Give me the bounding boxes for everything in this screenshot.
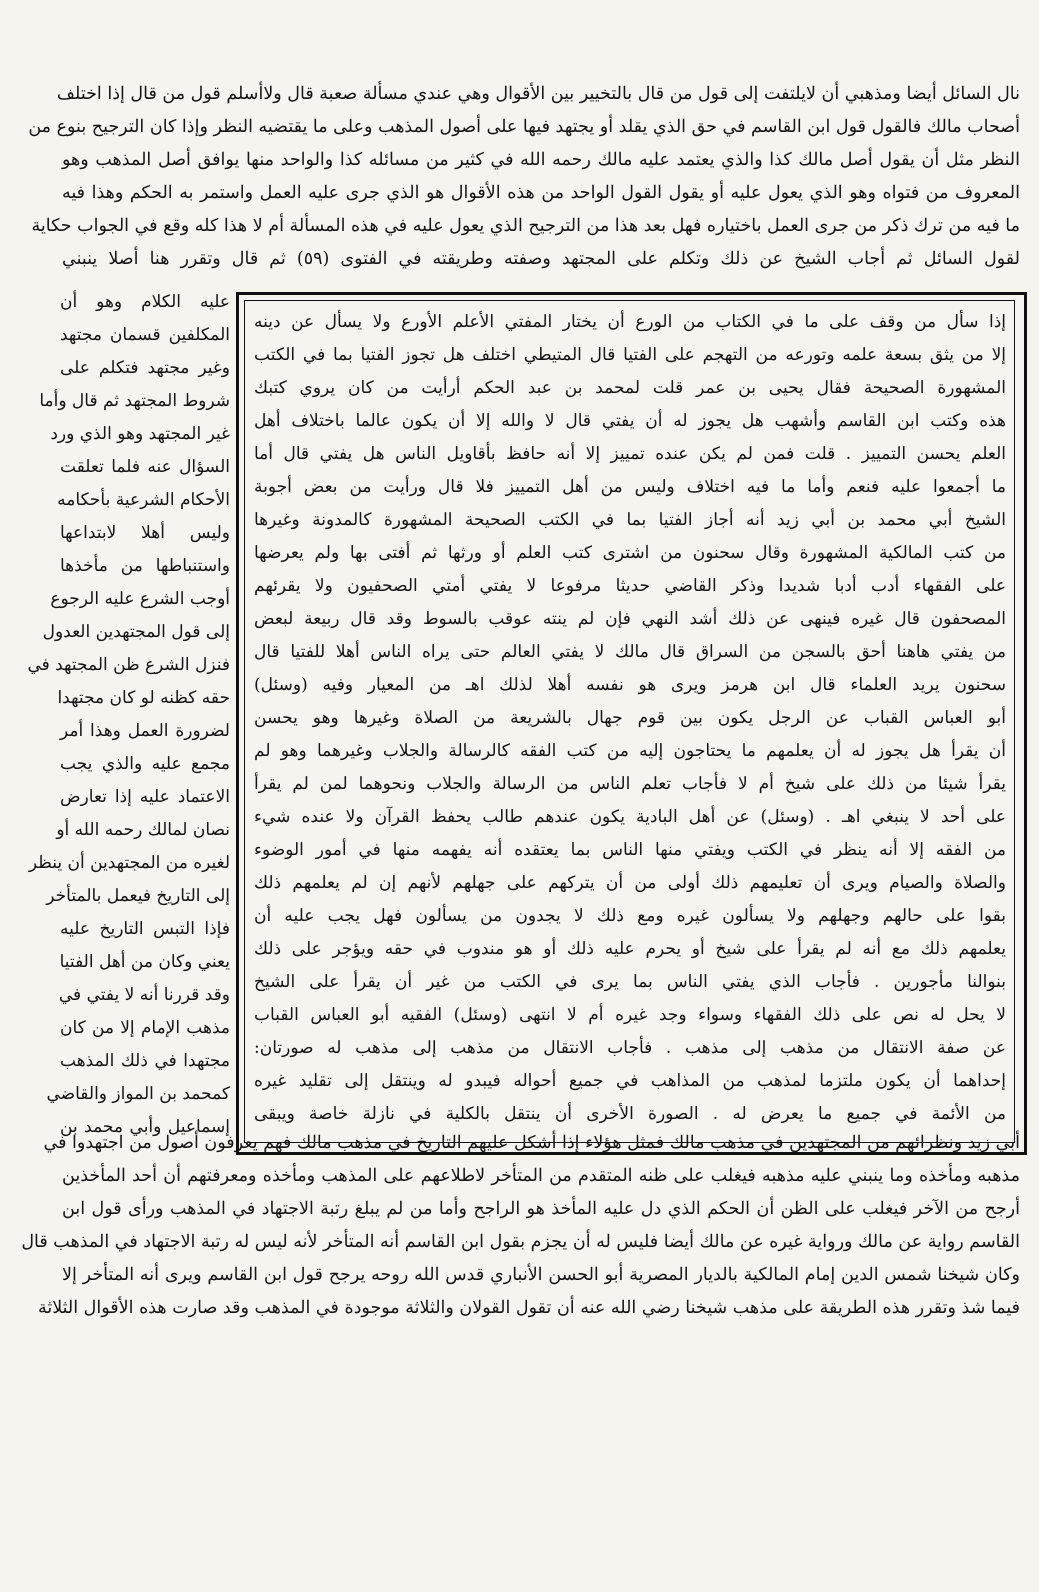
box-line: يعلمهم ذلك مع أنه لم يقرأ على شيخ أو يحرم عليه ذلك أو هو مندوب في حقه ويؤجر على ذلك [254,939,1006,959]
box-line: أن يقرأ هل يجوز له أن يعلمهم ما يحتاجون إليه من كتب الفقه كالرسالة والجلاب وغيرهما وهو لم [254,741,1006,761]
box-line: سحنون يريد العلماء قال ابن هرمز ويرى هو نفسه أهلا لذلك اهـ من المعيار وفيه (وسئل) [254,675,1006,695]
box-line: على الفقهاء أدب أدبا شديدا وذكر القاضي حديثا مرفوعا لا يفتي أمتي الصحفيون ولا يقرئهم [254,576,1006,596]
box-line: يقرأ شيئا من ذلك على شيخ أم لا فأجاب تعلم الناس من الرسالة والجلاب ونحوهما لمن لم يقرأ [254,774,1006,794]
box-line: ما أجمعوا عليه فنعم وأما ما فيه اختلاف وليس من أهل التمييز فلا قال ورأيت من بعض أجوبة [254,477,1006,497]
box-line: إذا سأل من وقف على ما في الكتاب من الورع أن يختار المفتي الأعلم الأورع ولا يسأل عن دينه [254,312,1006,332]
margin-line: لضرورة العمل وهذا أمر [60,721,230,741]
margin-line: إلى التاريخ فيعمل بالمتأخر [46,886,230,906]
bottom-line: أرجح من الآخر فيغلب على الظن أن الحكم الذي دل عليه المأخذ هو الراجح وأما من لم يبلغ رتبة الاجتهاد في المذهب ورأى قول ابن [62,1199,1020,1219]
box-line: من يفتي هاهنا أحق بالسجن من السراق قال مالك لا يفتي العالم حتى يراه الناس أهلا للفتيا قال [254,642,1006,662]
box-line: والصلاة والصيام ويرى أن تعليمهم ذلك أولى من أن يتركهم على جهلهم لأنهم إن لم يعلمهم ذلك [254,873,1006,893]
box-line: الشيخ أبي محمد بن أبي زيد أنه أجاز الفتيا بما في الكتب الصحيحة المشهورة كالمدونة وغيرها [254,510,1006,530]
bottom-line: القاسم رواية عن مالك ورواية غيره عن مالك أيضا فليس له أن يجزم بقول ابن القاسم أنه المتأخر لأنه ليس له رتبة الاجتهاد في المذهب قال [21,1232,1020,1252]
box-line: المصحفون قال غيره فينهى عن ذلك أشد النهي فإن لم ينته عوقب بالسوط وقد قال ربيعة لبعض [254,609,1006,629]
margin-line: نصان لمالك رحمه الله أو [56,820,230,840]
margin-line: وليس أهلا لابتداعها [60,523,230,543]
box-line: من الفقه إلا أنه ينظر في الكتب ويفتي منها الناس بما يعتقده أنه يفهمه منها في أمور الوضوء [254,840,1006,860]
top-line: نال السائل أيضا ومذهبي أن لايلتفت إلى قول من قال بالتخيير بين الأقوال وهي عندي مسألة صعبة قال ولاأسلم قول من قال إذا اختلف [56,84,1020,104]
margin-line: إسماعيل وأبي محمد بن [60,1117,230,1137]
margin-line: شروط المجتهد ثم قال وأما [39,391,230,411]
box-line: لا يحل له نص على ذلك الفقهاء وسواء وجد غيره أم لا انتهى (وسئل) الفقيه أبو العباس القباب [254,1005,1006,1025]
box-line: أبو العباس القباب عن الرجل يكون بين قوم جهال بالشريعة من الصلاة وغيرها وهو يحسن [254,708,1006,728]
top-line-with-page-number: لقول السائل ثم أجاب الشيخ عن ذلك وتكلم على المجتهد وصفته وطريقته في الفتوى (٥٩) ثم قال وتقرر هنا أصلا ينبني [62,249,1020,269]
margin-line: فنزل الشرع ظن المجتهد في [27,655,230,675]
margin-line: كمحمد بن المواز والقاضي [46,1084,230,1104]
margin-line: وقد قررنا أنه لا يفتي في [58,985,230,1005]
top-line: أصحاب مالك فالقول قول ابن القاسم في حق الذي يقلد أو يجتهد فيها على أصول المذهب وعلى ما يقتضيه النظر وإذا كان الترجيح بنوع من [28,117,1020,137]
bottom-line: وكان شيخنا شمس الدين إمام المالكية بالديار المصرية أبو الحسن الأنباري قدس الله روحه يرجح قول ابن القاسم ويرى أنه المتأخر إلا [62,1265,1020,1285]
margin-line: السؤال عنه فلما تعلقت [60,457,230,477]
margin-line: مجمع عليه والذي يجب [60,754,230,774]
top-line: ما فيه من ترك ذكر من جرى العمل باختياره فهل بعد هذا من الترجيح الذي يعول عليه في هذه المسألة أم لا هذا كله وقع في الجواب حكاية [31,216,1020,236]
margin-line: غير المجتهد وهو الذي ورد [50,424,230,444]
top-line: المعروف من فتواه وهو الذي يعول عليه أو يقول القول الواحد من هذه الأقوال هو الذي جرى عليه العمل واستمر به الحكم وهذا فيه [62,183,1020,203]
box-line: هذه وكتب ابن القاسم وأشهب هل يجوز له أن يفتي قال لا والله إلا أن يكون عالما باختلاف أهل [254,411,1006,431]
box-line: إلا من يثق بسعة علمه وتورعه من التهجم على الفتيا قال المتيطي اختلف هل تجوز الفتيا بما في الكتب [254,345,1006,365]
margin-line: مجتهدا في ذلك المذهب [60,1051,230,1071]
bottom-line: مذهبه ومأخذه وما ينبني عليه مذهبه فيغلب على ظنه المتقدم من المتأخر لاطلاعهم على المذهب ومأخذه ومعرفتهم أن أحد المأخذين [62,1166,1020,1186]
box-line: على أحد لا ينبغي اهـ . (وسئل) عن أهل البادية يكون عندهم طالب يحفظ القرآن ولا عنده شيء [254,807,1006,827]
margin-line: عليه الكلام وهو أن [60,292,230,312]
box-line: من كتب المالكية المشهورة وقال سحنون من اشترى كتب العلم أو ورثها ثم أفتى بها ولم يعرضها [254,543,1006,563]
top-line: النظر مثل أن يقول أصل مالك كذا والذي يعتمد عليه مالك رحمه الله في كثير من مسائله كذا والواحد منها يوافق أصل المذهب وهو [62,150,1020,170]
box-line: من الأئمة في جميع ما يعرض له . الصورة الأخرى أن ينتقل بالكلية في نازلة خاصة ويبقى [254,1104,1006,1124]
box-line: بنوالنا مأجورين . فأجاب الذي يفتي الناس بما يرى في الكتب من غير أن يقرأ على الشيخ [254,972,1006,992]
margin-line: لغيره من المجتهدين أن ينظر [28,853,230,873]
box-line: المشهورة الصحيحة فقال يحيى بن عمر قلت لمحمد بن عبد الحكم أرأيت من كان يروي كتبك [254,378,1006,398]
margin-line: الاعتماد عليه إذا تعارض [60,787,230,807]
margin-line: الأحكام الشرعية بأحكامه [57,490,230,510]
box-line: العلم يحسن التمييز . قلت فمن لم يكن عنده تمييز إلا أنه حافظ بأقاويل الناس هل يفتي قال أما [254,444,1006,464]
box-line: عن صفة الانتقال من مذهب إلى مذهب . فأجاب الانتقال من مذهب إلى مذهب له صورتان: [254,1038,1006,1058]
margin-line: مذهب الإمام إلا من كان [60,1018,230,1038]
margin-line: المكلفين قسمان مجتهد [60,325,230,345]
margin-line: واستنباطها من مأخذها [60,556,230,576]
bottom-line: أبي زيد ونظرائهم من المجتهدين في مذهب مالك فمثل هؤلاء إذا أشكل عليهم التاريخ في مذهب مالك فهم يعرفون أصول من اجتهدوا في [43,1133,1020,1153]
box-line: بقوا على حالهم وجهلهم ولا يسألون غيره ومع ذلك لا يجدون من يسألون فهل يجب عليه أن [254,906,1006,926]
margin-line: وغير مجتهد فتكلم على [60,358,230,378]
margin-line: يعني وكان من أهل الفتيا [59,952,230,972]
margin-line: فإذا التبس التاريخ عليه [60,919,230,939]
margin-line: أوجب الشرع عليه الرجوع [50,589,230,609]
margin-line: إلى قول المجتهدين العدول [42,622,230,642]
bottom-line: فيما شذ وتقرر هذه الطريقة على مذهب شيخنا رضي الله عنه أن تقول القولان والثلاثة موجودة في المذهب وقد صارت هذه الأقوال الثلاثة [37,1298,1020,1318]
box-line: إحداهما أن يكون ملتزما لمذهب من المذاهب في جميع أحواله فيبدو له وينتقل إلى تقليد غيره [254,1071,1006,1091]
margin-line: حقه كظنه لو كان مجتهدا [57,688,230,708]
